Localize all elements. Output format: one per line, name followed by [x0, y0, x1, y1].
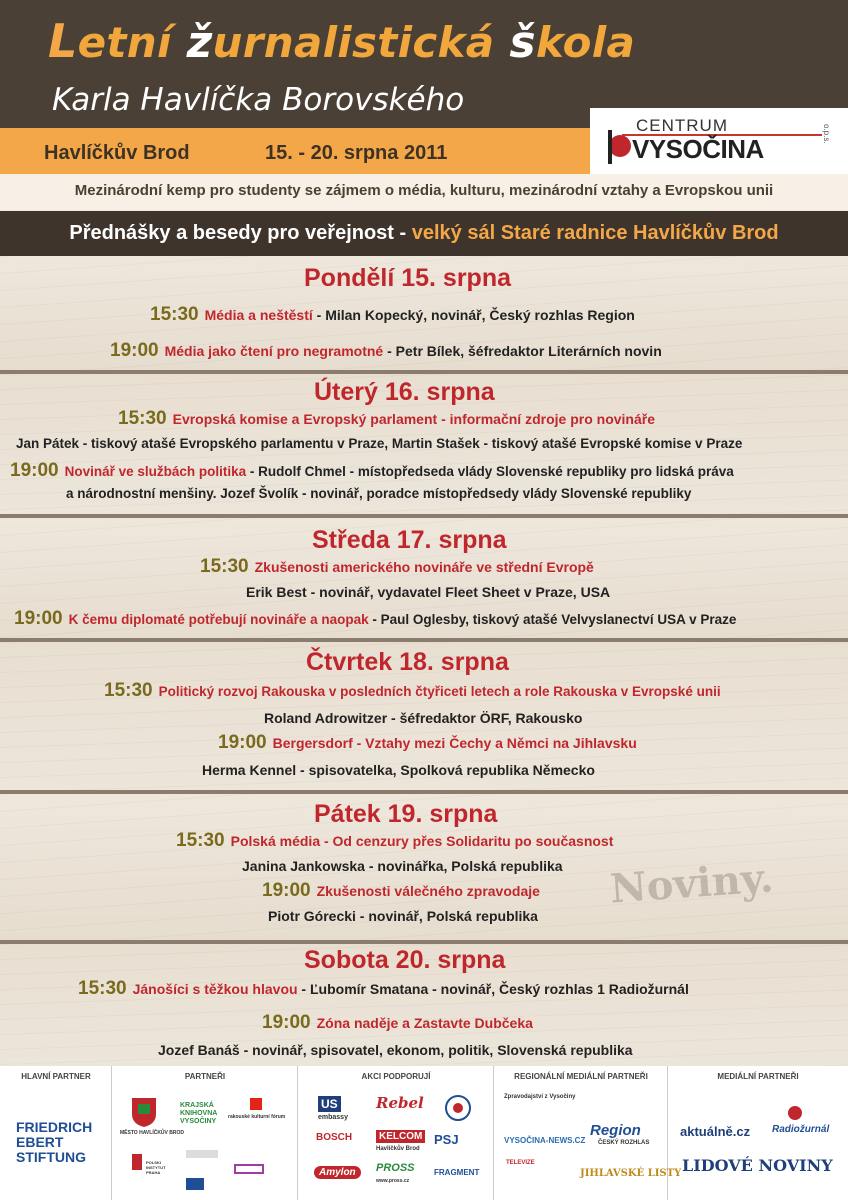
- partners-heading: REGIONÁLNÍ MEDIÁLNÍ PARTNEŘI: [514, 1072, 648, 1081]
- day-block-monday: [0, 256, 848, 370]
- newspaper-background-text: Noviny.: [608, 854, 775, 913]
- forum-logo-text: rakouské kulturní fórum: [228, 1114, 286, 1120]
- psj-logo: PSJ: [434, 1132, 459, 1147]
- day-block-tuesday: [0, 374, 848, 514]
- polish-institute-icon: [130, 1152, 144, 1172]
- partners-heading: PARTNEŘI: [184, 1072, 226, 1081]
- event-city: Havlíčkův Brod: [44, 142, 190, 164]
- kelcom-logo: KELCOM: [376, 1130, 425, 1143]
- supporter-seal-icon: [444, 1094, 472, 1122]
- bosch-logo: BOSCH: [316, 1132, 353, 1143]
- program-line: a národnostní menšiny. Jozef Švolík - novinář, poradce místopředsedy vlády Slovenské republiky: [66, 486, 692, 501]
- event-description: Mezinárodní kemp pro studenty se zájmem o média, kulturu, mezinárodní vztahy a Evropskou unii: [74, 182, 774, 199]
- program-line: Herma Kennel - spisovatelka, Spolková republika Německo: [202, 762, 595, 778]
- day-title: Pondělí 15. srpna: [304, 264, 512, 292]
- program-line: 19:00 K čemu diplomaté potřebují novináře a naopak - Paul Oglesby, tiskový atašé Velvyslanectví USA v Praze: [14, 608, 737, 629]
- radiozurnal-icon: [788, 1106, 802, 1120]
- program-line: 15:30 Zkušenosti amerického novináře ve střední Evropě: [200, 556, 594, 577]
- program-line: 19:00 Média jako čtení pro negramotné - Petr Bílek, šéfredaktor Literárních novin: [110, 340, 662, 361]
- radiozurnal-logo: Radiožurnál: [772, 1124, 830, 1135]
- library-logo: KRAJSKÁ KNIHOVNA VYSOČINY: [180, 1102, 218, 1125]
- us-embassy-text: embassy: [318, 1114, 348, 1121]
- city-logo-text: MĚSTO HAVLÍČKŮV BROD: [120, 1130, 184, 1136]
- partners-column-regional: [494, 1066, 668, 1200]
- program-line: Erik Best - novinář, vydavatel Fleet Sheet v Praze, USA: [246, 584, 611, 600]
- program-line: Piotr Górecki - novinář, Polská republika: [268, 908, 538, 924]
- partners-heading: AKCI PODPORUJÍ: [361, 1072, 431, 1081]
- pross-text: www.pross.cz: [376, 1178, 410, 1184]
- region-radio-logo: Region: [590, 1122, 641, 1139]
- day-block-thursday: [0, 642, 848, 790]
- kelcom-text: Havlíčkův Brod: [376, 1146, 420, 1152]
- jihlavske-listy-logo: JIHLAVSKÉ LISTY: [580, 1168, 682, 1179]
- day-title: Středa 17. srpna: [312, 526, 507, 554]
- program-line: 15:30 Média a neštěstí - Milan Kopecký, novinář, Český rozhlas Region: [150, 304, 635, 325]
- partners-heading: MEDIÁLNÍ PARTNEŘI: [717, 1072, 799, 1081]
- rebel-logo: Rebel: [376, 1094, 424, 1112]
- page-subtitle: Karla Havlíčka Borovského: [52, 82, 465, 118]
- program-line: 15:30 Jánošíci s těžkou hlavou - Ľubomír Smatana - novinář, Český rozhlas 1 Radiožurnál: [78, 978, 689, 999]
- page-title: Letní žurnalistická škola: [48, 14, 636, 68]
- day-block-saturday: [0, 944, 848, 1066]
- city-crest-icon: [130, 1096, 158, 1128]
- pross-logo: PROSS: [376, 1162, 415, 1174]
- program-line: 19:00 Novinář ve službách politika - Rudolf Chmel - místopředseda vlády Slovenské republiky pro lidská práva: [10, 460, 734, 481]
- centrum-vysocina-mark-icon: [608, 124, 634, 164]
- eu-logo-icon: [186, 1150, 218, 1158]
- program-line: 15:30 Polská média - Od cenzury přes Solidaritu po současnost: [176, 830, 614, 851]
- lidove-noviny-logo: LIDOVÉ NOVINY: [682, 1156, 833, 1175]
- forum-square-icon: [250, 1098, 262, 1110]
- program-line: 19:00 Zkušenosti válečného zpravodaje: [262, 880, 540, 901]
- day-title: Čtvrtek 18. srpna: [306, 648, 509, 676]
- program-line: Jan Pátek - tiskový atašé Evropského parlamentu v Praze, Martin Stašek - tiskový atašé Evropské komise v Praze: [16, 436, 743, 451]
- program-line: 19:00 Bergersdorf - Vztahy mezi Čechy a Němci na Jihlavsku: [218, 732, 637, 753]
- day-title: Pátek 19. srpna: [314, 800, 498, 828]
- amylon-logo: Amylon: [314, 1166, 361, 1179]
- polish-institute-text: POLSKI INSTYTUT PRAHA: [146, 1160, 166, 1175]
- program-line: Janina Jankowska - novinářka, Polská republika: [242, 858, 563, 874]
- day-block-friday: [0, 794, 848, 940]
- logo-top-text: CENTRUM: [636, 116, 728, 135]
- partner-logo-icon: [234, 1164, 264, 1174]
- vysocina-news-logo: VYSOČINA-NEWS.CZ: [504, 1136, 586, 1145]
- partners-heading: HLAVNÍ PARTNER: [21, 1072, 91, 1081]
- logo-ops-text: o.p.s.: [822, 124, 831, 144]
- day-title: Sobota 20. srpna: [304, 946, 506, 974]
- regional-news-caption: Zpravodajství z Vysočiny: [504, 1094, 576, 1100]
- television-logo: TELEVIZE: [506, 1160, 535, 1166]
- program-line: Roland Adrowitzer - šéfredaktor ÖRF, Rakousko: [264, 710, 583, 726]
- day-title: Úterý 16. srpna: [314, 378, 495, 406]
- fragment-logo: FRAGMENT: [434, 1168, 480, 1177]
- day-block-wednesday: [0, 518, 848, 638]
- event-dates: 15. - 20. srpna 2011: [265, 142, 448, 164]
- aktualne-logo: aktuálně.cz: [680, 1124, 751, 1139]
- program-line: 15:30 Evropská komise a Evropský parlament - informační zdroje pro novináře: [118, 408, 655, 429]
- program-line: 19:00 Zóna naděje a Zastavte Dubčeka: [262, 1012, 533, 1033]
- friedrich-ebert-stiftung-logo: FRIEDRICH EBERT STIFTUNG: [16, 1119, 93, 1165]
- logo-bottom-text: VYSOČINA: [632, 134, 764, 164]
- program-line: Jozef Banáš - novinář, spisovatel, ekonom, politik, Slovenská republika: [158, 1042, 633, 1058]
- program-line: 15:30 Politický rozvoj Rakouska v posledních čtyřiceti letech a role Rakouska v Evropské unii: [104, 680, 721, 701]
- lecture-venue: Přednášky a besedy pro veřejnost - velký sál Staré radnice Havlíčkův Brod: [69, 222, 779, 244]
- eu-flag-icon: [186, 1178, 204, 1190]
- region-radio-text: ČESKÝ ROZHLAS: [598, 1140, 650, 1146]
- us-embassy-logo: US: [318, 1096, 341, 1112]
